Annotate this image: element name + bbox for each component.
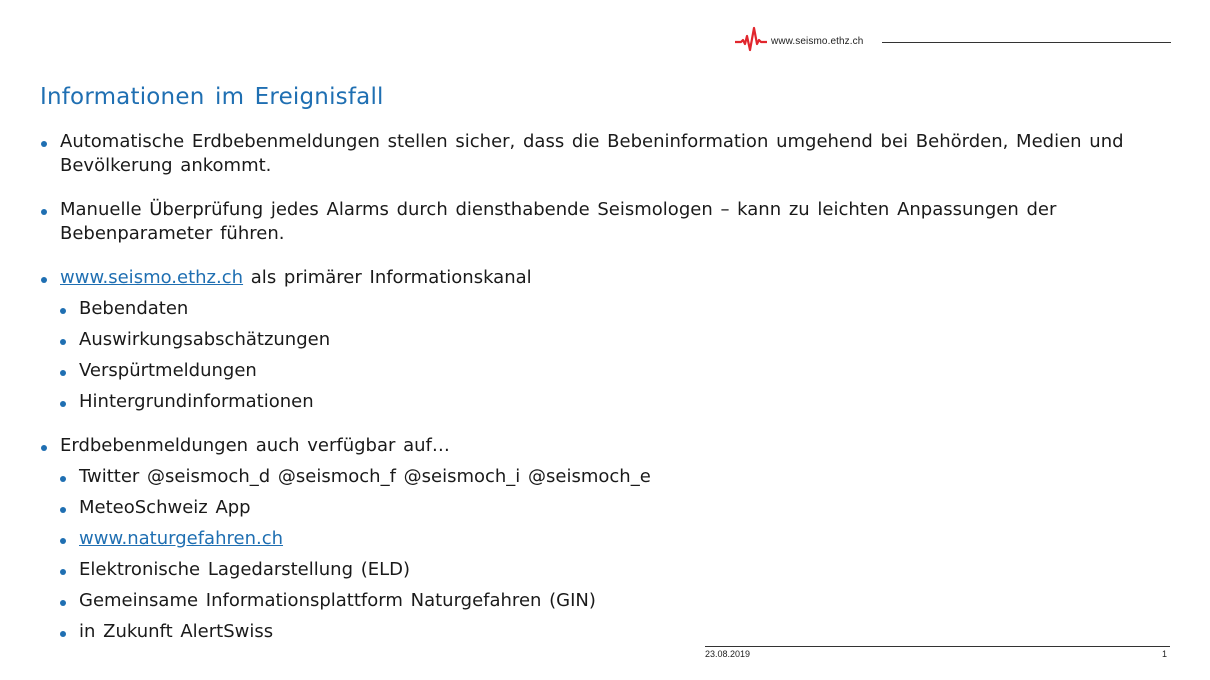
bullet-item xyxy=(40,434,1150,458)
sub-bullet-text: Bebendaten xyxy=(79,298,189,319)
footer-divider xyxy=(705,646,1170,647)
bullet-item xyxy=(40,266,1150,290)
bullet-text: als primärer Informationskanal xyxy=(250,267,532,288)
sub-bullet-text: Verspürtmeldungen xyxy=(79,360,257,381)
naturgefahren-link[interactable]: www.naturgefahren.ch xyxy=(79,528,284,549)
sub-bullet-text: Hintergrundinformationen xyxy=(79,391,314,412)
bullet-text: Manuelle Überprüfung jedes Alarms durch diensthabende Seismologen – kann zu leichten Anpassungen der Bebenparameter führen. xyxy=(60,199,1057,244)
sub-bullet-item xyxy=(40,390,1150,414)
bullet-dot-icon xyxy=(41,141,47,147)
sub-bullet-text: in Zukunft AlertSwiss xyxy=(79,621,274,642)
bullet-dot-icon xyxy=(60,370,66,376)
bullet-dot-icon xyxy=(60,308,66,314)
sub-bullet-item xyxy=(40,297,1150,321)
bullet-dot-icon xyxy=(41,445,47,451)
bullet-text: Erdbebenmeldungen auch verfügbar auf… xyxy=(60,435,450,456)
sub-bullet-item xyxy=(40,620,1150,644)
bullet-text: Automatische Erdbebenmeldungen stellen sicher, dass die Bebeninformation umgehend bei Behörden, Medien und Bevölkerung ankommt. xyxy=(60,131,1124,176)
sub-bullet-item xyxy=(40,359,1150,383)
bullet-dot-icon xyxy=(41,277,47,283)
bullet-dot-icon xyxy=(60,631,66,637)
header-divider xyxy=(882,42,1171,43)
sub-bullet-text: Gemeinsame Informationsplattform Naturgefahren (GIN) xyxy=(79,590,596,611)
footer-date: 23.08.2019 xyxy=(705,649,751,659)
bullet-dot-icon xyxy=(60,401,66,407)
slide-title: Informationen im Ereignisfall xyxy=(40,84,384,110)
sub-bullet-item xyxy=(40,328,1150,352)
bullet-dot-icon xyxy=(60,507,66,513)
sub-bullet-text: MeteoSchweiz App xyxy=(79,497,251,518)
bullet-dot-icon xyxy=(41,209,47,215)
sub-bullet-text: Elektronische Lagedarstellung (ELD) xyxy=(79,559,411,580)
bullet-dot-icon xyxy=(60,538,66,544)
page-number: 1 xyxy=(1162,649,1168,659)
bullet-dot-icon xyxy=(60,339,66,345)
sub-bullet-item xyxy=(40,527,1150,551)
bullet-dot-icon xyxy=(60,569,66,575)
header-url[interactable]: www.seismo.ethz.ch xyxy=(771,36,864,47)
sub-bullet-text: Twitter @seismoch_d @seismoch_f @seismoch_i @seismoch_e xyxy=(79,466,651,487)
slide-content xyxy=(40,130,1150,651)
sub-bullet-text: Auswirkungsabschätzungen xyxy=(79,329,331,350)
bullet-dot-icon xyxy=(60,476,66,482)
bullet-item xyxy=(40,130,1150,178)
sub-bullet-item xyxy=(40,465,1150,489)
sub-bullet-item xyxy=(40,589,1150,613)
sub-bullet-item xyxy=(40,558,1150,582)
sub-bullet-item xyxy=(40,496,1150,520)
bullet-item xyxy=(40,198,1150,246)
seismo-link[interactable]: www.seismo.ethz.ch xyxy=(60,267,244,288)
bullet-dot-icon xyxy=(60,600,66,606)
seismogram-logo-icon xyxy=(735,24,767,52)
